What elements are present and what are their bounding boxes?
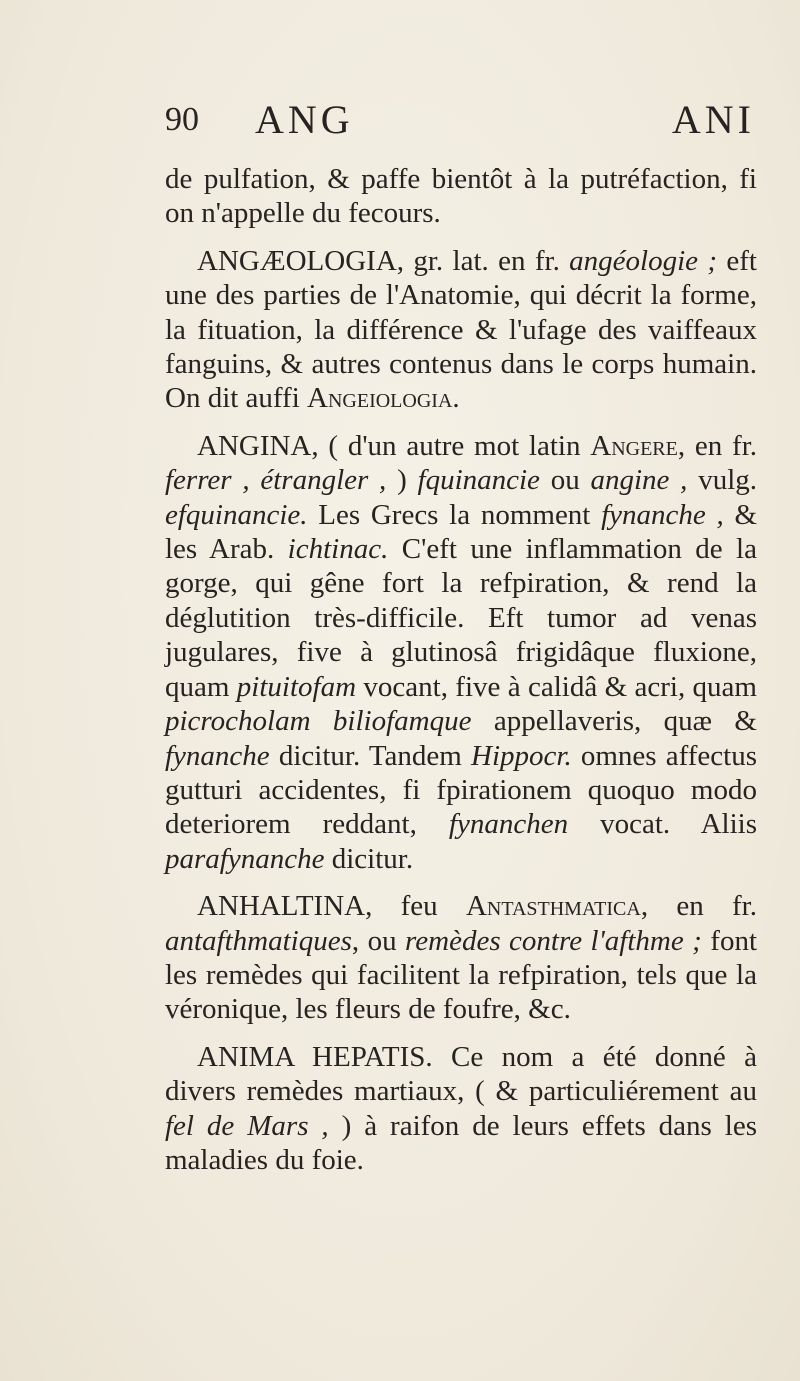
entry-angina: ANGINA, ( d'un autre mot latin Angere, en fr. ferrer , étrangler , ) fquinancie ou angine , vulg. efquinancie. Les Grecs la nomment fynanche , & les Arab. ichtinac. C'eft une inflammation de la gorge, qui gêne fort la refpiration, & rend la déglutition très-difficile. Eft tumor ad venas jugulares, five à glutinosâ frigidâque fluxione, quam pituitofam vocant, five à calidâ & acri, quam picrocholam biliofamque appellaveris, quæ & fynanche dicitur. Tandem Hippocr. omnes affectus gutturi accidentes, fi fpirationem quoquo modo deteriorem reddant, fynanchen vocat. Aliis parafynanche dicitur. [165, 429, 758, 875]
entry-angaeologia: ANGÆOLOGIA, gr. lat. en fr. angéologie ; eft une des parties de l'Anatomie, qui décrit la forme, la fituation, la différence & l'ufage des vaiffeaux fanguins, & autres contenus dans le corps humain. On dit auffi Angeiologia. [165, 244, 757, 415]
running-header [165, 90, 755, 150]
entry-headword: ANGÆOLOGIA [197, 244, 397, 277]
entry-headword: ANGINA [197, 429, 312, 462]
page-number: 90 [165, 101, 199, 138]
entry-headword: ANIMA HEPATIS. [197, 1040, 433, 1073]
entry-headword: ANHALTINA [197, 890, 366, 923]
entry-anima-hepatis: ANIMA HEPATIS. Ce nom a été donné à divers remèdes martiaux, ( & particuliérement au fel de Mars , ) à raifon de leurs effets dans les maladies du foie. [165, 1040, 757, 1176]
right-running-head: ANI [671, 97, 755, 142]
entry-anhaltina: ANHALTINA, feu Antasthmatica, en fr. antafthmatiques, ou remèdes contre l'afthme ; font les remèdes qui facilitent la refpiration, tels que la véronique, les fleurs de foufre, &c. [165, 890, 757, 1026]
left-running-head: ANG [255, 97, 354, 142]
continuation-paragraph: de pulfation, & paffe bientôt à la putréfaction, fi on n'appelle du fecours. [165, 163, 757, 230]
page-body [165, 162, 757, 1177]
